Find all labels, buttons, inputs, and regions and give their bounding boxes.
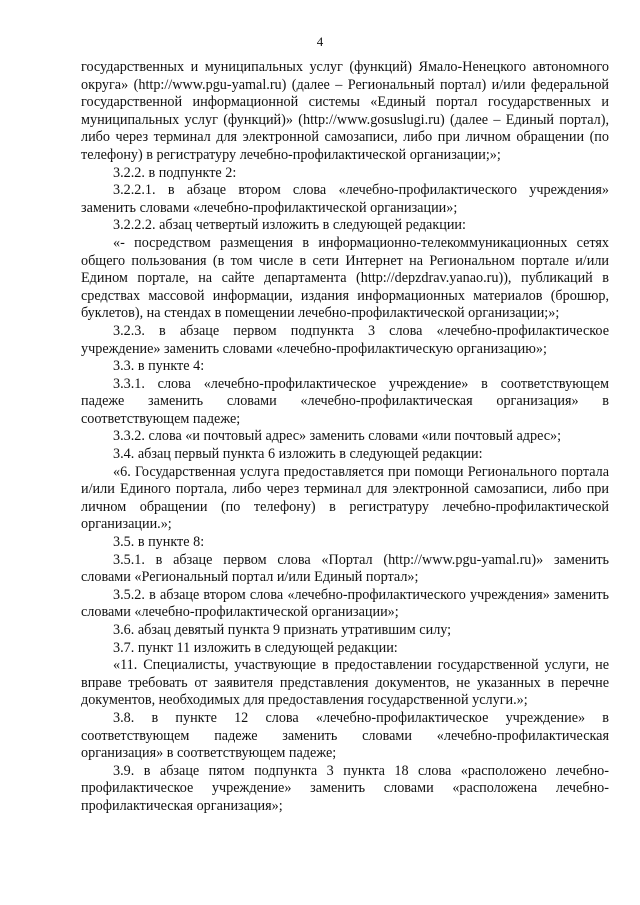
paragraph-3-3: 3.3. в пункте 4: [113, 358, 205, 375]
page-number: 4 [316, 34, 324, 49]
paragraph-3-2-2: 3.2.2. в подпункте 2: [113, 164, 237, 181]
paragraph-3-8: 3.8. в пункте 12 слова «лечебно-профилактическое учреждение» в соответствующем падеже заменить словами «лечебно-профилактическая организация» в соответствующем падеже; [81, 709, 609, 762]
paragraph-3-3-1: 3.3.1. слова «лечебно-профилактическое учреждение» в соответствующем падеже заменить словами «лечебно-профилактическая организация» в соответствующем падеже; [81, 375, 609, 427]
paragraph-3-4: 3.4. абзац первый пункта 6 изложить в следующей редакции: [113, 446, 483, 463]
paragraph-quote-posredstvom: «- посредством размещения в информационно-телекоммуникационных сетях общего пользования (в том числе в сети Интернет на Региональном портале и/или Едином портале, на сайте департамента (http://depzdrav.yanao.ru)), публикаций в средствах массовой информации, издания информационных материалов (брошюр, буклетов), на стендах в помещении лечебно-профилактической организации;»; [81, 234, 609, 322]
paragraph-3-5-2: 3.5.2. в абзаце втором слова «лечебно-профилактического учреждения» заменить словами «лечебно-профилактической организации»; [81, 586, 609, 621]
document-body [81, 59, 609, 816]
paragraph-quote-6: «6. Государственная услуга предоставляется при помощи Регионального портала и/или Единого портала, либо через терминал для электронной самозаписи, либо при личном обращении (по телефону) в регистратуру лечебно-профилактической организации.»; [81, 463, 609, 533]
paragraph-3-2-2-2: 3.2.2.2. абзац четвертый изложить в следующей редакции: [113, 217, 466, 234]
paragraph-3-5: 3.5. в пункте 8: [113, 534, 205, 551]
paragraph-quote-11: «11. Специалисты, участвующие в предоставлении государственной услуги, не вправе требовать от заявителя представления документов, не указанных в перечне документов, необходимых для предоставления государственной услуги.»; [81, 657, 609, 709]
paragraph-3-3-2: 3.3.2. слова «и почтовый адрес» заменить словами «или почтовый адрес»; [113, 428, 562, 445]
paragraph-continuation: государственных и муниципальных услуг (функций) Ямало-Ненецкого автономного округа» (http://www.pgu-yamal.ru) (далее – Региональный портал) и/или федеральной государственной информационной системы «Единый портал государственных и муниципальных услуг (функций)» (http://www.gosuslugi.ru) (далее – Единый портал), либо через терминал для электронной самозаписи, либо при личном обращении (по телефону) в регистратуру лечебно-профилактической организации;»; [81, 59, 609, 163]
paragraph-3-2-3: 3.2.3. в абзаце первом подпункта 3 слова «лечебно-профилактическое учреждение» заменить словами «лечебно-профилактическую организацию»; [81, 322, 609, 357]
paragraph-3-6: 3.6. абзац девятый пункта 9 признать утратившим силу; [113, 622, 452, 638]
paragraph-3-2-2-1: 3.2.2.1. в абзаце втором слова «лечебно-профилактического учреждения» заменить словами «лечебно-профилактической организации»; [81, 182, 609, 216]
paragraph-3-7: 3.7. пункт 11 изложить в следующей редакции: [113, 639, 398, 656]
paragraph-3-5-1: 3.5.1. в абзаце первом слова «Портал (http://www.pgu-yamal.ru)» заменить словами «Региональный портал и/или Единый портал»; [81, 551, 609, 586]
paragraph-3-9: 3.9. в абзаце пятом подпункта 3 пункта 18 слова «расположено лечебно-профилактическое учреждение» заменить словами «расположена лечебно-профилактическая организация»; [81, 762, 609, 814]
